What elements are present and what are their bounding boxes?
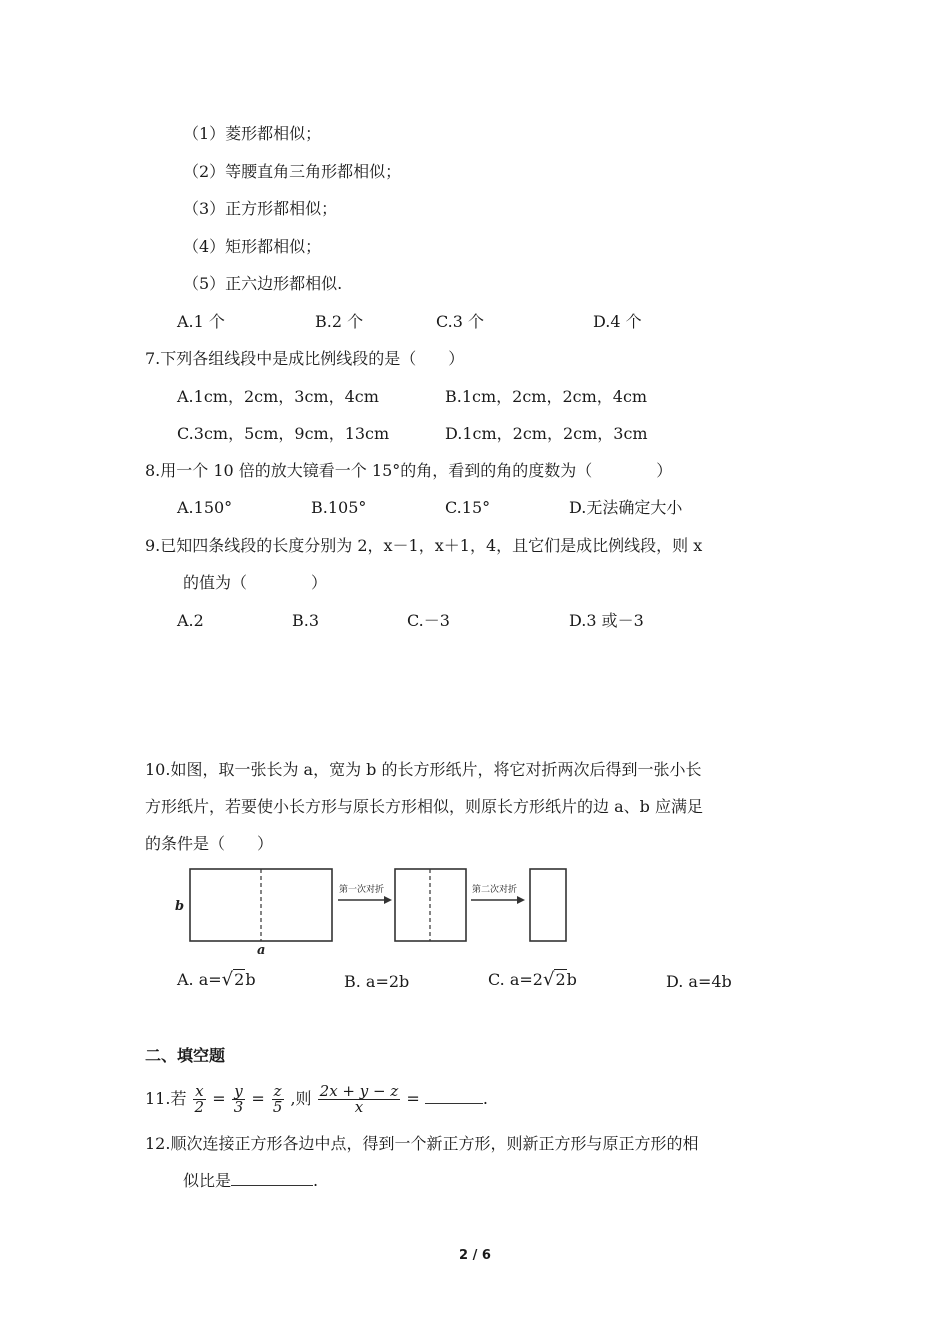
radicand: 2 bbox=[234, 970, 245, 989]
arrow-1-head bbox=[384, 896, 392, 904]
q9-stem-line1: 9.已知四条线段的长度分别为 2，x－1，x＋1，4，且它们是成比例线段，则 x bbox=[145, 536, 703, 555]
folding-diagram bbox=[170, 866, 570, 956]
q8-option-d: D.无法确定大小 bbox=[569, 498, 683, 517]
q10-option-c-suffix: b bbox=[566, 970, 577, 989]
q7-option-b: B.1cm，2cm，2cm，4cm bbox=[445, 387, 648, 406]
q7-option-a: A.1cm，2cm，3cm，4cm bbox=[177, 387, 379, 406]
q8-option-c: C.15° bbox=[445, 498, 491, 517]
arrow-1-label: 第一次对折 bbox=[339, 885, 385, 895]
sqrt-symbol: √2 bbox=[542, 969, 566, 990]
numerator: z bbox=[273, 1082, 282, 1100]
q9-option-b: B.3 bbox=[292, 611, 320, 630]
quarter-rectangle bbox=[530, 869, 566, 941]
q10-stem-line3: 的条件是（ ） bbox=[145, 834, 274, 853]
q10-stem-line1: 10.如图，取一张长为 a，宽为 b 的长方形纸片，将它对折两次后得到一张小长 bbox=[145, 760, 702, 779]
equals: = bbox=[406, 1089, 420, 1108]
denominator: 5 bbox=[272, 1098, 283, 1116]
q11-end: . bbox=[482, 1089, 488, 1108]
q10-option-c bbox=[488, 970, 577, 990]
sqrt-symbol: √2 bbox=[221, 969, 245, 990]
denominator: 3 bbox=[233, 1098, 244, 1116]
equals: = bbox=[251, 1089, 265, 1108]
q9-option-d: D.3 或－3 bbox=[569, 611, 644, 630]
fraction-x-over-2 bbox=[193, 1084, 207, 1115]
arrow-2-label: 第二次对折 bbox=[472, 885, 518, 895]
q10-option-d: D. a=4b bbox=[666, 972, 732, 991]
numerator: x bbox=[195, 1082, 204, 1100]
statement-5: （5）正六边形都相似. bbox=[183, 274, 343, 293]
q10-option-a-suffix: b bbox=[245, 970, 256, 989]
q6-option-c: C.3 个 bbox=[436, 312, 485, 331]
q7-stem: 7.下列各组线段中是成比例线段的是（ ） bbox=[145, 349, 465, 368]
denominator: 2 bbox=[194, 1098, 205, 1116]
q7-option-d: D.1cm，2cm，2cm，3cm bbox=[445, 424, 648, 443]
q10-option-b: B. a=2b bbox=[344, 972, 410, 991]
statement-1: （1）菱形都相似； bbox=[183, 124, 322, 143]
label-a: a bbox=[257, 943, 266, 956]
page-number: 2 / 6 bbox=[459, 1248, 491, 1263]
radicand: 2 bbox=[555, 970, 566, 989]
q6-option-b: B.2 个 bbox=[315, 312, 364, 331]
q8-option-b: B.105° bbox=[311, 498, 367, 517]
q12-stem-line2-text: 似比是 bbox=[183, 1171, 232, 1190]
q11 bbox=[145, 1080, 488, 1118]
q9-option-c: C.－3 bbox=[407, 611, 450, 630]
q12-stem-line2 bbox=[183, 1171, 318, 1191]
q8-option-a: A.150° bbox=[177, 498, 233, 517]
q6-option-d: D.4 个 bbox=[593, 312, 642, 331]
q10-option-a bbox=[177, 970, 256, 990]
answer-blank bbox=[425, 1089, 483, 1104]
section-2-title: 二、填空题 bbox=[145, 1046, 226, 1065]
fraction-z-over-5 bbox=[271, 1084, 285, 1115]
q10-option-c-prefix: C. a=2 bbox=[488, 970, 543, 989]
label-b: b bbox=[175, 899, 185, 914]
q12-end: . bbox=[313, 1171, 319, 1190]
statement-4: （4）矩形都相似； bbox=[183, 237, 322, 256]
q6-option-a: A.1 个 bbox=[177, 312, 225, 331]
denominator: x bbox=[354, 1098, 364, 1116]
answer-blank bbox=[231, 1171, 313, 1186]
statement-2: （2）等腰直角三角形都相似； bbox=[183, 162, 402, 181]
q8-stem: 8.用一个 10 倍的放大镜看一个 15°的角，看到的角的度数为（ ） bbox=[145, 461, 673, 480]
fraction-expression bbox=[318, 1084, 401, 1115]
numerator: y bbox=[234, 1082, 243, 1100]
statement-3: （3）正方形都相似； bbox=[183, 199, 338, 218]
q9-option-a: A.2 bbox=[177, 611, 204, 630]
q11-prefix: 11.若 bbox=[145, 1089, 187, 1108]
arrow-2-head bbox=[517, 896, 525, 904]
q10-stem-line2: 方形纸片，若要使小长方形与原长方形相似，则原长方形纸片的边 a、b 应满足 bbox=[145, 797, 703, 816]
q7-option-c: C.3cm，5cm，9cm，13cm bbox=[177, 424, 390, 443]
equals: = bbox=[212, 1089, 226, 1108]
q9-stem-line2: 的值为（ ） bbox=[183, 573, 328, 592]
numerator: 2x + y − z bbox=[319, 1082, 399, 1100]
q12-stem-line1: 12.顺次连接正方形各边中点，得到一个新正方形，则新正方形与原正方形的相 bbox=[145, 1134, 699, 1153]
fraction-y-over-3 bbox=[232, 1084, 246, 1115]
q10-option-a-prefix: A. a= bbox=[177, 970, 222, 989]
q11-mid: ,则 bbox=[290, 1089, 312, 1108]
